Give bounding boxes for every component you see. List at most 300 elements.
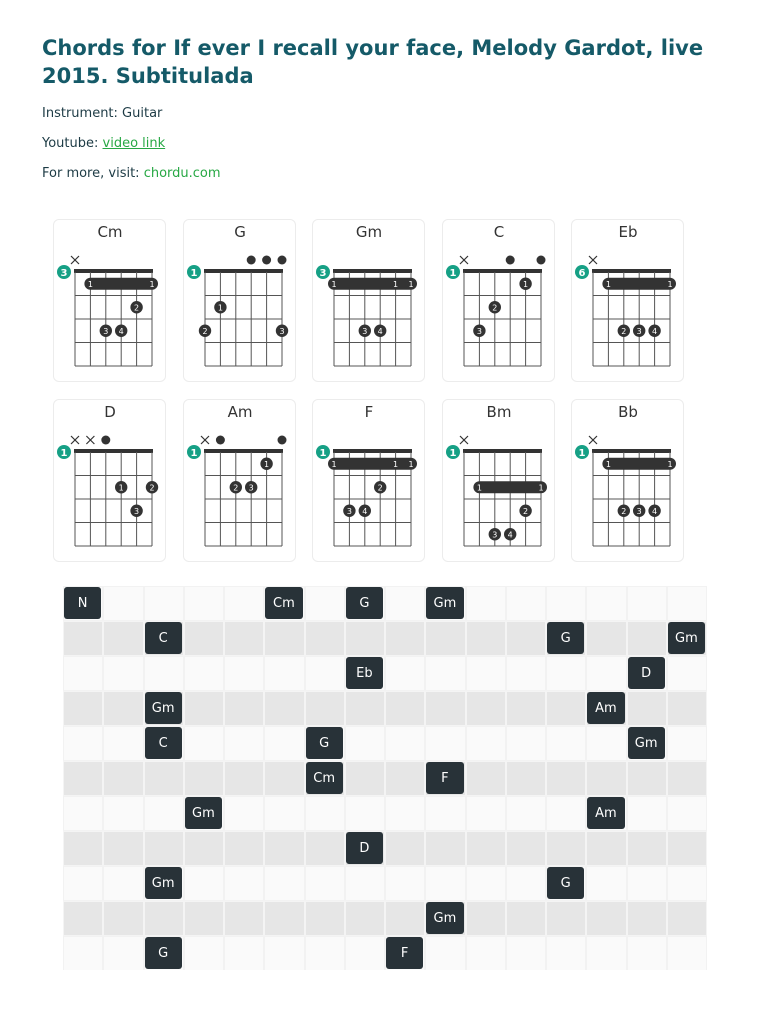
beat-cell[interactable] [667, 936, 707, 970]
finger-number: 1 [605, 459, 611, 469]
finger-number: 1 [263, 459, 269, 469]
barre-bar [602, 278, 676, 290]
beat-cell[interactable] [466, 831, 506, 866]
beat-cell[interactable] [345, 901, 385, 936]
finger-number: 3 [103, 326, 109, 336]
chord-chip[interactable]: Cm [306, 762, 343, 794]
instrument-value: Guitar [122, 106, 163, 121]
beat-cell[interactable] [264, 866, 304, 901]
beat-cell[interactable] [586, 726, 626, 761]
beat-cell[interactable] [586, 761, 626, 796]
beat-cell[interactable] [63, 901, 103, 936]
beat-cell[interactable] [63, 691, 103, 726]
beat-cell[interactable] [667, 901, 707, 936]
muted-string-marker [71, 256, 79, 264]
beat-cell[interactable] [103, 656, 143, 691]
beat-cell[interactable] [63, 866, 103, 901]
beat-cell[interactable] [63, 796, 103, 831]
finger-number: 2 [134, 303, 140, 313]
beat-cell[interactable] [184, 586, 224, 621]
chord-chip[interactable]: Gm [185, 797, 222, 829]
finger-number: 1 [476, 483, 482, 493]
beat-cell[interactable] [103, 761, 143, 796]
finger-number: 1 [393, 279, 399, 289]
beat-cell[interactable] [224, 691, 264, 726]
beat-cell[interactable] [667, 691, 707, 726]
beat-cell[interactable] [385, 761, 425, 796]
beat-cell[interactable] [627, 936, 667, 970]
chord-name: Eb [618, 223, 638, 241]
chord-name: Bm [486, 403, 511, 421]
chord-chip[interactable]: G [346, 587, 383, 619]
beat-cell[interactable] [305, 586, 345, 621]
beat-cell[interactable] [667, 586, 707, 621]
nut [74, 449, 153, 453]
chord-card-d [53, 399, 166, 562]
open-string-marker [262, 256, 271, 265]
chord-card-cm [53, 219, 166, 382]
finger-number: 3 [636, 506, 642, 516]
finger-number: 4 [118, 326, 124, 336]
chord-card-bm [442, 399, 555, 562]
chord-chip[interactable]: Cm [265, 587, 302, 619]
beat-cell[interactable] [305, 656, 345, 691]
finger-number: 1 [667, 459, 673, 469]
beat-cell[interactable] [627, 586, 667, 621]
finger-number: 1 [667, 279, 673, 289]
beat-cell[interactable] [425, 936, 465, 970]
chord-diagram-svg [572, 220, 685, 383]
beat-cell[interactable] [63, 761, 103, 796]
nut [204, 449, 283, 453]
beat-cell[interactable] [103, 901, 143, 936]
beat-cell[interactable] [63, 621, 103, 656]
chord-chip[interactable]: D [628, 657, 665, 689]
chord-chip[interactable]: F [426, 762, 463, 794]
open-string-marker [277, 256, 286, 265]
beat-cell[interactable] [506, 761, 546, 796]
beat-cell[interactable] [506, 831, 546, 866]
beat-cell[interactable] [385, 726, 425, 761]
finger-number: 2 [491, 303, 497, 313]
beat-cell[interactable] [103, 726, 143, 761]
chord-chip[interactable]: Gm [145, 692, 182, 724]
beat-cell[interactable] [63, 656, 103, 691]
nut [463, 269, 542, 273]
beat-cell[interactable] [627, 691, 667, 726]
nut [592, 269, 671, 273]
beat-cell[interactable] [144, 656, 184, 691]
muted-string-marker [86, 436, 94, 444]
beat-cell[interactable] [224, 761, 264, 796]
beat-cell[interactable] [586, 621, 626, 656]
beat-cell[interactable] [184, 656, 224, 691]
beat-cell[interactable] [586, 936, 626, 970]
beat-cell[interactable] [506, 691, 546, 726]
beat-cell[interactable] [144, 761, 184, 796]
beat-cell[interactable] [184, 831, 224, 866]
beat-cell[interactable] [264, 936, 304, 970]
chord-diagram-svg [184, 400, 297, 563]
beat-cell[interactable] [506, 656, 546, 691]
finger-number: 2 [201, 326, 208, 336]
open-string-marker [246, 256, 255, 265]
chord-chip[interactable]: Am [587, 797, 624, 829]
chord-chip[interactable]: Gm [145, 867, 182, 899]
beat-cell[interactable] [506, 586, 546, 621]
more-label: For more, visit: [42, 166, 140, 181]
page-title: Chords for If ever I recall your face, Melody Gardot, live 2015. Subtitulada [42, 36, 704, 88]
barre-bar [328, 278, 417, 290]
chord-chip[interactable]: Gm [668, 622, 705, 654]
barre-bar [84, 278, 158, 290]
beat-cell[interactable] [385, 656, 425, 691]
finger-number: 2 [522, 506, 528, 516]
beat-cell[interactable] [506, 726, 546, 761]
beat-cell[interactable] [425, 866, 465, 901]
beat-cell[interactable] [667, 761, 707, 796]
beat-cell[interactable] [305, 691, 345, 726]
beat-cell[interactable] [627, 901, 667, 936]
beat-cell[interactable] [184, 866, 224, 901]
start-fret-number: 6 [578, 268, 586, 279]
beat-cell[interactable] [546, 586, 586, 621]
beat-cell[interactable] [385, 691, 425, 726]
beat-cell[interactable] [264, 726, 304, 761]
finger-number: 3 [362, 326, 368, 336]
finger-number: 3 [636, 326, 642, 336]
finger-number: 4 [377, 326, 383, 336]
finger-number: 4 [362, 506, 368, 516]
beat-cell[interactable] [305, 901, 345, 936]
chord-card-g [183, 219, 296, 382]
beat-cell[interactable] [224, 586, 264, 621]
beat-cell[interactable] [667, 866, 707, 901]
finger-number: 1 [605, 279, 611, 289]
finger-number: 2 [621, 506, 627, 516]
barre-bar [328, 458, 417, 470]
beat-cell[interactable] [184, 691, 224, 726]
beat-cell[interactable] [184, 901, 224, 936]
chord-name: Gm [355, 223, 383, 241]
beat-cell[interactable] [385, 831, 425, 866]
beat-cell[interactable] [224, 656, 264, 691]
beat-cell[interactable] [385, 866, 425, 901]
video-link[interactable]: video link [102, 136, 166, 151]
beat-cell[interactable] [345, 796, 385, 831]
beat-cell[interactable] [586, 586, 626, 621]
beat-cell[interactable] [506, 621, 546, 656]
beat-cell[interactable] [466, 726, 506, 761]
beat-cell[interactable] [345, 936, 385, 970]
finger-number: 3 [491, 530, 497, 540]
beat-cell[interactable] [466, 936, 506, 970]
beat-cell[interactable] [586, 866, 626, 901]
beat-cell[interactable] [466, 761, 506, 796]
chord-card-gm [312, 219, 425, 382]
chord-chip[interactable]: G [145, 937, 182, 969]
chord-name: G [233, 223, 246, 241]
beat-cell[interactable] [506, 901, 546, 936]
muted-string-marker [460, 436, 468, 444]
beat-cell[interactable] [264, 796, 304, 831]
beat-cell[interactable] [667, 796, 707, 831]
beat-cell[interactable] [264, 901, 304, 936]
beat-cell[interactable] [224, 866, 264, 901]
beat-cell[interactable] [586, 831, 626, 866]
chord-chip[interactable]: G [547, 867, 584, 899]
beat-cell[interactable] [63, 831, 103, 866]
instrument-line [42, 106, 162, 121]
chord-diagram-svg [54, 220, 167, 383]
chord-diagram-svg [54, 400, 167, 563]
muted-string-marker [589, 256, 597, 264]
beat-cell[interactable] [103, 621, 143, 656]
beat-cell[interactable] [103, 936, 143, 970]
beat-cell[interactable] [627, 796, 667, 831]
chord-name: D [104, 403, 116, 421]
chord-card-am [183, 399, 296, 562]
beat-cell[interactable] [224, 901, 264, 936]
beat-cell[interactable] [466, 901, 506, 936]
nut [333, 269, 412, 273]
muted-string-marker [460, 256, 468, 264]
finger-number: 1 [217, 303, 223, 313]
beat-cell[interactable] [224, 936, 264, 970]
beat-cell[interactable] [305, 621, 345, 656]
beat-cell[interactable] [144, 831, 184, 866]
beat-cell[interactable] [264, 621, 304, 656]
chord-sheet-grid [63, 586, 707, 970]
finger-number: 4 [652, 506, 658, 516]
beat-cell[interactable] [103, 796, 143, 831]
beat-cell[interactable] [224, 621, 264, 656]
chord-chip[interactable]: C [145, 622, 182, 654]
beat-cell[interactable] [305, 831, 345, 866]
finger-number: 4 [507, 530, 513, 540]
beat-cell[interactable] [425, 726, 465, 761]
beat-cell[interactable] [425, 831, 465, 866]
nut [333, 449, 412, 453]
chord-diagram-svg [313, 400, 426, 563]
beat-cell[interactable] [144, 901, 184, 936]
beat-cell[interactable] [425, 691, 465, 726]
beat-cell[interactable] [345, 726, 385, 761]
chord-diagram-svg [443, 400, 556, 563]
open-string-marker [505, 256, 514, 265]
finger-number: 3 [278, 326, 285, 336]
start-fret-number: 1 [190, 448, 197, 459]
beat-cell[interactable] [627, 831, 667, 866]
beat-cell[interactable] [264, 761, 304, 796]
chordu-link[interactable]: chordu.com [143, 166, 221, 181]
more-line [42, 166, 221, 181]
finger-number: 2 [621, 326, 627, 336]
beat-cell[interactable] [345, 621, 385, 656]
finger-number: 2 [377, 483, 383, 493]
start-fret-number: 1 [190, 268, 197, 279]
beat-cell[interactable] [586, 656, 626, 691]
beat-cell[interactable] [345, 866, 385, 901]
finger-number: 3 [346, 506, 352, 516]
finger-number: 1 [331, 279, 337, 289]
beat-cell[interactable] [184, 621, 224, 656]
beat-cell[interactable] [466, 586, 506, 621]
beat-cell[interactable] [224, 726, 264, 761]
chord-card-f [312, 399, 425, 562]
start-fret-number: 3 [319, 268, 327, 279]
finger-number: 3 [248, 483, 254, 493]
beat-cell[interactable] [546, 726, 586, 761]
beat-cell[interactable] [103, 586, 143, 621]
beat-cell[interactable] [546, 901, 586, 936]
finger-number: 1 [149, 279, 155, 289]
open-string-marker [215, 436, 224, 445]
chord-diagram-svg [572, 400, 685, 563]
finger-number: 1 [537, 483, 544, 493]
nut [74, 269, 153, 273]
beat-cell[interactable] [305, 936, 345, 970]
beat-cell[interactable] [546, 796, 586, 831]
finger-number: 1 [87, 279, 93, 289]
open-string-marker [536, 256, 545, 265]
finger-number: 1 [408, 459, 414, 469]
beat-cell[interactable] [144, 586, 184, 621]
muted-string-marker [71, 436, 79, 444]
chord-chip[interactable]: N [64, 587, 101, 619]
chord-chip[interactable]: Gm [426, 902, 463, 934]
beat-cell[interactable] [305, 796, 345, 831]
chord-chip[interactable]: G [306, 727, 343, 759]
beat-cell[interactable] [546, 831, 586, 866]
beat-cell[interactable] [425, 656, 465, 691]
chord-chip[interactable]: G [547, 622, 584, 654]
beat-cell[interactable] [627, 866, 667, 901]
chord-card-eb [571, 219, 684, 382]
beat-cell[interactable] [466, 796, 506, 831]
beat-cell[interactable] [466, 656, 506, 691]
open-string-marker [101, 436, 110, 445]
beat-cell[interactable] [345, 691, 385, 726]
open-string-marker [277, 436, 286, 445]
muted-string-marker [201, 436, 209, 444]
beat-cell[interactable] [546, 691, 586, 726]
finger-number: 1 [408, 279, 414, 289]
chord-diagram-svg [313, 220, 426, 383]
finger-number: 3 [476, 326, 482, 336]
chord-diagram-svg [184, 220, 297, 383]
beat-cell[interactable] [63, 936, 103, 970]
chord-name: C [493, 223, 504, 241]
chord-chip[interactable]: Gm [426, 587, 463, 619]
finger-number: 3 [134, 506, 140, 516]
youtube-label: Youtube: [42, 136, 99, 151]
nut [204, 269, 283, 273]
nut [463, 449, 542, 453]
beat-cell[interactable] [466, 691, 506, 726]
chord-card-bb [571, 399, 684, 562]
finger-number: 2 [149, 483, 155, 493]
beat-cell[interactable] [506, 936, 546, 970]
finger-number: 1 [393, 459, 399, 469]
chord-name: Am [227, 403, 252, 421]
finger-number: 1 [331, 459, 337, 469]
instrument-label: Instrument: [42, 106, 118, 121]
beat-cell[interactable] [385, 621, 425, 656]
nut [592, 449, 671, 453]
start-fret-number: 1 [449, 448, 456, 459]
beat-cell[interactable] [184, 726, 224, 761]
beat-cell[interactable] [63, 726, 103, 761]
beat-cell[interactable] [546, 761, 586, 796]
chord-name: Cm [97, 223, 123, 241]
chord-chip[interactable]: F [386, 937, 423, 969]
beat-cell[interactable] [425, 621, 465, 656]
chord-name: Bb [618, 403, 638, 421]
beat-cell[interactable] [667, 656, 707, 691]
muted-string-marker [589, 436, 597, 444]
beat-cell[interactable] [103, 866, 143, 901]
start-fret-number: 1 [578, 448, 586, 459]
beat-cell[interactable] [667, 726, 707, 761]
beat-cell[interactable] [264, 656, 304, 691]
beat-cell[interactable] [586, 901, 626, 936]
start-fret-number: 3 [60, 268, 68, 279]
beat-cell[interactable] [667, 831, 707, 866]
beat-cell[interactable] [103, 831, 143, 866]
beat-cell[interactable] [184, 761, 224, 796]
beat-cell[interactable] [144, 796, 184, 831]
start-fret-number: 1 [319, 448, 327, 459]
beat-cell[interactable] [224, 796, 264, 831]
beat-cell[interactable] [425, 796, 465, 831]
chord-diagram-svg [443, 220, 556, 383]
beat-cell[interactable] [305, 866, 345, 901]
beat-cell[interactable] [264, 831, 304, 866]
finger-number: 1 [522, 279, 528, 289]
youtube-line [42, 136, 165, 151]
chord-chip[interactable]: D [346, 832, 383, 864]
beat-cell[interactable] [385, 796, 425, 831]
start-fret-number: 1 [449, 268, 456, 279]
finger-number: 4 [652, 326, 658, 336]
beat-cell[interactable] [103, 691, 143, 726]
chord-chip[interactable]: Am [587, 692, 624, 724]
beat-cell[interactable] [466, 866, 506, 901]
chord-chip[interactable]: C [145, 727, 182, 759]
beat-cell[interactable] [385, 586, 425, 621]
beat-cell[interactable] [385, 901, 425, 936]
beat-cell[interactable] [345, 761, 385, 796]
beat-cell[interactable] [627, 621, 667, 656]
beat-cell[interactable] [506, 796, 546, 831]
barre-bar [602, 458, 676, 470]
finger-number: 2 [232, 483, 238, 493]
beat-cell[interactable] [546, 656, 586, 691]
chord-chip[interactable]: Gm [628, 727, 665, 759]
start-fret-number: 1 [60, 448, 68, 459]
beat-cell[interactable] [224, 831, 264, 866]
beat-cell[interactable] [184, 936, 224, 970]
chord-name: F [364, 403, 374, 421]
barre-bar [473, 481, 547, 493]
beat-cell[interactable] [546, 936, 586, 970]
beat-cell[interactable] [506, 866, 546, 901]
beat-cell[interactable] [466, 621, 506, 656]
beat-cell[interactable] [627, 761, 667, 796]
chord-chip[interactable]: Eb [346, 657, 383, 689]
beat-cell[interactable] [264, 691, 304, 726]
